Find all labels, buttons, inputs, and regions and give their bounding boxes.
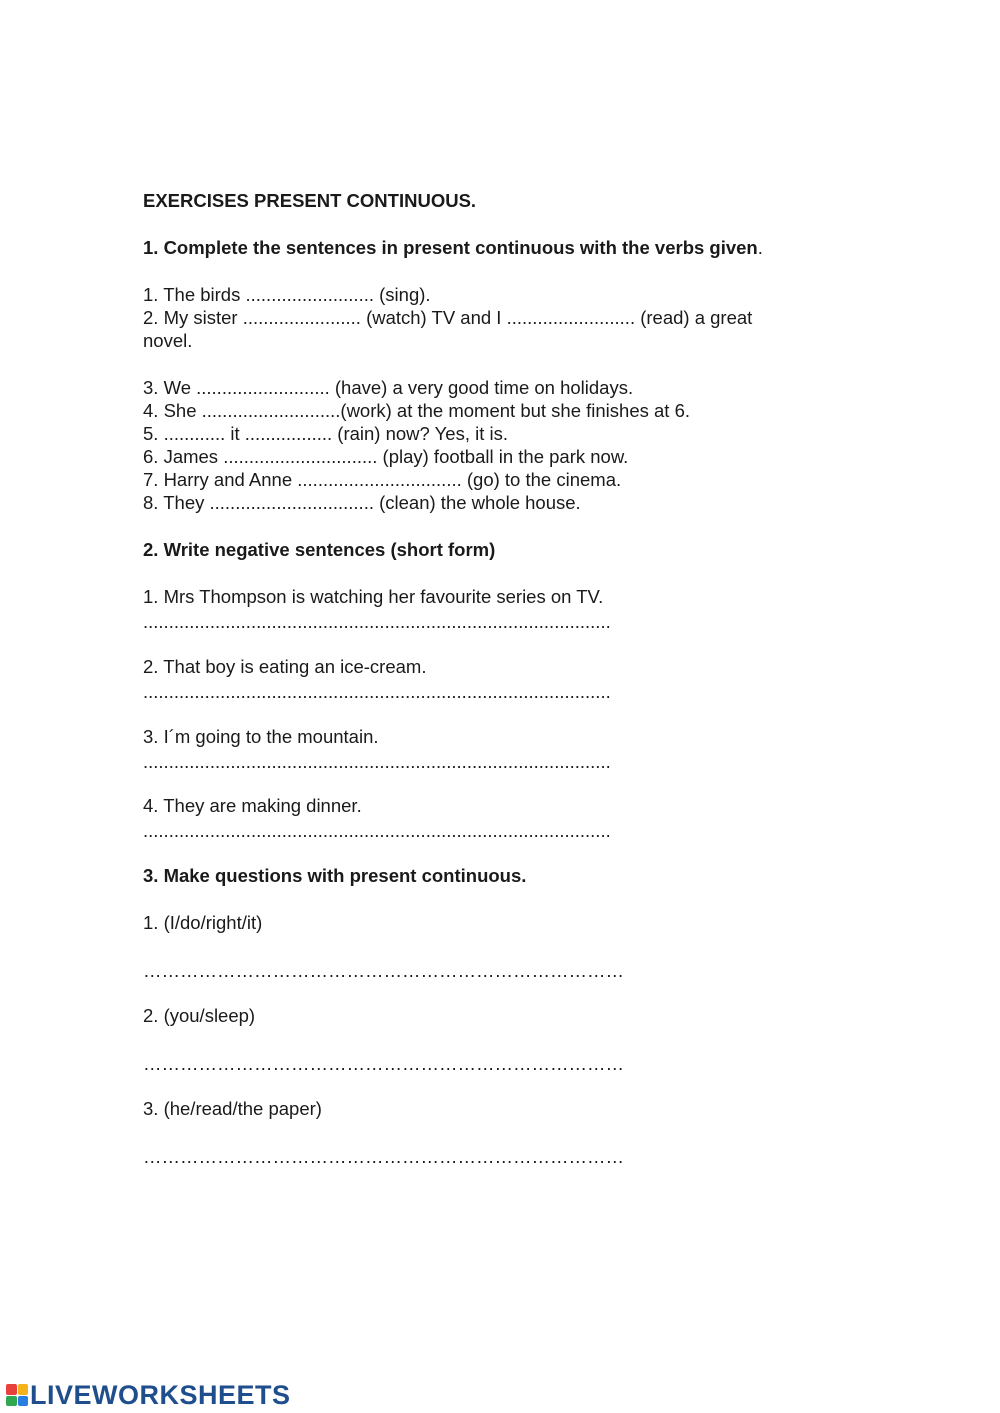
section3-heading: 3. Make questions with present continuous. [143, 865, 527, 886]
section2-heading: 2. Write negative sentences (short form) [143, 539, 496, 560]
section2-prompt: 2. That boy is eating an ice-cream. [143, 656, 427, 677]
section3-prompt: 2. (you/sleep) [143, 1005, 256, 1026]
section3-prompt: 1. (I/do/right/it) [143, 912, 263, 933]
section2-prompt: 4. They are making dinner. [143, 795, 362, 816]
section2-answer-line[interactable]: ........................................................................................... [143, 751, 611, 772]
section2-prompt: 3. I´m going to the mountain. [143, 726, 379, 747]
logo-square-yellow [18, 1384, 29, 1395]
section3-answer-line[interactable]: …………………………………………………………………… [143, 1146, 624, 1167]
section2-answer-line[interactable]: ........................................................................................... [143, 681, 611, 702]
section1-line: 3. We .......................... (have) a very good time on holidays. [143, 377, 634, 398]
section1-line: 8. They ................................ (clean) the whole house. [143, 492, 581, 513]
liveworksheets-logo[interactable] [6, 1380, 291, 1410]
section1-heading-text: 1. Complete the sentences in present continuous with the verbs given [143, 237, 758, 258]
liveworksheets-brand-text: LIVEWORKSHEETS [30, 1380, 291, 1410]
logo-square-blue [18, 1396, 29, 1407]
section2-prompt: 1. Mrs Thompson is watching her favourite series on TV. [143, 586, 604, 607]
liveworksheets-logo-icon [6, 1384, 28, 1406]
section1-line: 7. Harry and Anne ................................ (go) to the cinema. [143, 469, 622, 490]
section3-answer-line[interactable]: …………………………………………………………………… [143, 960, 624, 981]
logo-square-red [6, 1384, 17, 1395]
section3-prompt: 3. (he/read/the paper) [143, 1098, 322, 1119]
section1-line: 6. James .............................. (play) football in the park now. [143, 446, 629, 467]
page-title: EXERCISES PRESENT CONTINUOUS. [143, 190, 477, 211]
logo-square-green [6, 1396, 17, 1407]
section1-line: 1. The birds ......................... (sing). [143, 284, 431, 305]
section1-line: 4. She ...........................(work) at the moment but she finishes at 6. [143, 400, 691, 421]
section1-heading-period: . [757, 237, 763, 258]
section1-heading [143, 236, 763, 259]
section2-answer-line[interactable]: ........................................................................................... [143, 611, 611, 632]
section1-line: novel. [143, 330, 193, 351]
section2-answer-line[interactable]: ........................................................................................... [143, 820, 611, 841]
section1-line: 5. ............ it ................. (rain) now? Yes, it is. [143, 423, 508, 444]
section3-answer-line[interactable]: …………………………………………………………………… [143, 1053, 624, 1074]
section1-line: 2. My sister ....................... (watch) TV and I ......................... (read) a great [143, 307, 753, 328]
